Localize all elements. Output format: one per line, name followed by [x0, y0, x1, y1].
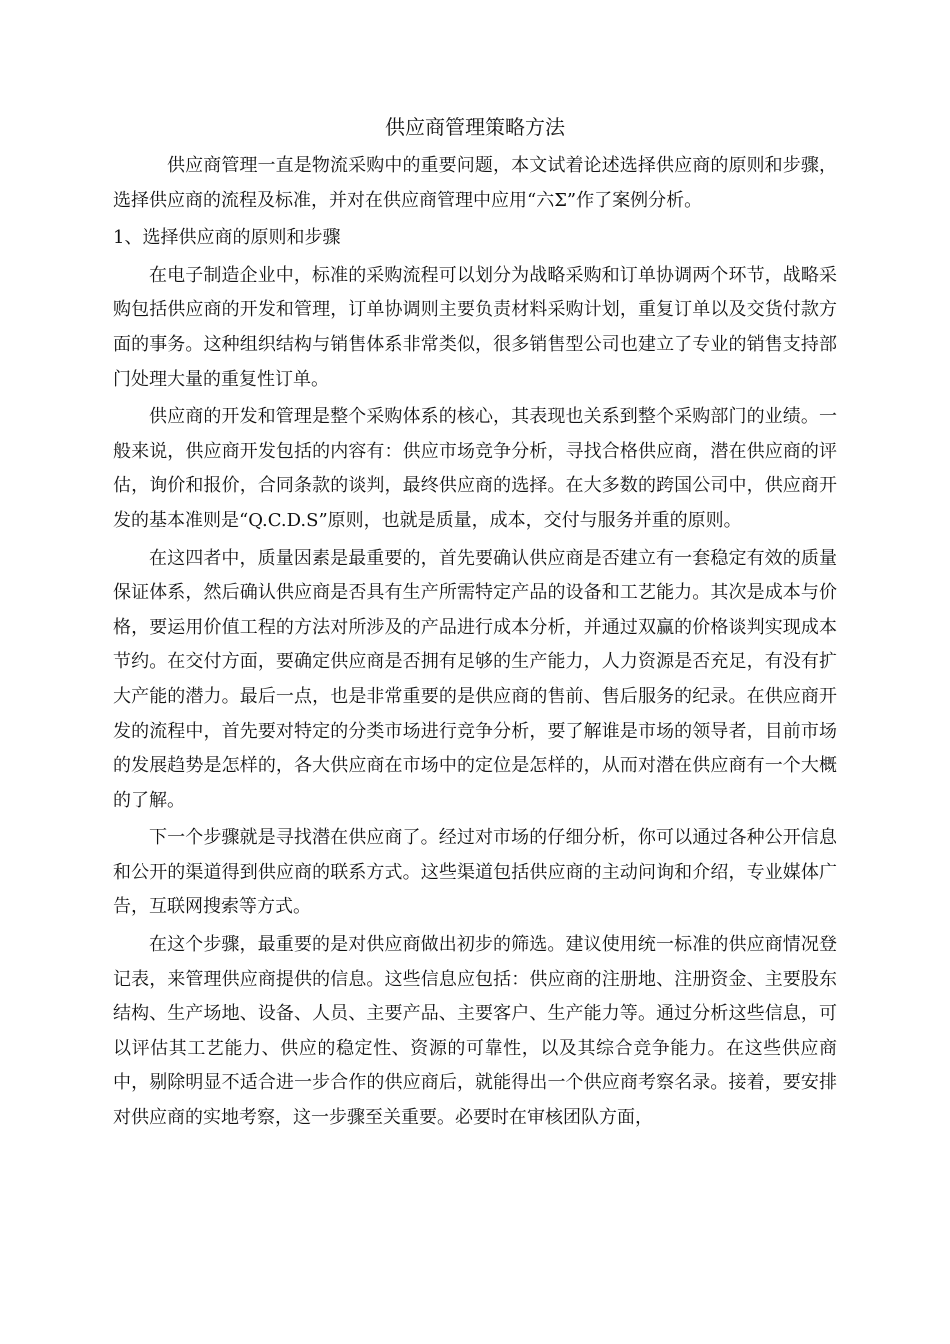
body-paragraph: 在这四者中，质量因素是最重要的，首先要确认供应商是否建立有一套稳定有效的质量保证体系，然后确认供应商是否具有生产所需特定产品的设备和工艺能力。其次是成本与价格，要运用价值工程的方法对所涉及的产品进行成本分析，并通过双赢的价格谈判实现成本节约。在交付方面，要确定供应商是否拥有足够的生产能力，人力资源是否充足，有没有扩大产能的潜力。最后一点，也是非常重要的是供应商的售前、售后服务的纪录。在供应商开发的流程中，首先要对特定的分类市场进行竞争分析，要了解谁是市场的领导者，目前市场的发展趋势是怎样的，各大供应商在市场中的定位是怎样的，从而对潜在供应商有一个大概的了解。	[113, 547, 837, 811]
body-paragraph: 在电子制造企业中，标准的采购流程可以划分为战略采购和订单协调两个环节，战略采购包括供应商的开发和管理，订单协调则主要负责材料采购计划，重复订单以及交货付款方面的事务。这种组织结构与销售体系非常类似，很多销售型公司也建立了专业的销售支持部门处理大量的重复性订单。	[113, 264, 837, 390]
body-paragraph: 在这个步骤，最重要的是对供应商做出初步的筛选。建议使用统一标准的供应商情况登记表，来管理供应商提供的信息。这些信息应包括：供应商的注册地、注册资金、主要股东结构、生产场地、设备、人员、主要产品、主要客户、生产能力等。通过分析这些信息，可以评估其工艺能力、供应的稳定性、资源的可靠性，以及其综合竞争能力。在这些供应商中，剔除明显不适合进一步合作的供应商后，就能得出一个供应商考察名录。接着，要安排对供应商的实地考察，这一步骤至关重要。必要时在审核团队方面，	[113, 934, 837, 1129]
body-paragraph: 供应商的开发和管理是整个采购体系的核心，其表现也关系到整个采购部门的业绩。一般来说，供应商开发包括的内容有：供应市场竞争分析，寻找合格供应商，潜在供应商的评估，询价和报价，合同条款的谈判，最终供应商的选择。在大多数的跨国公司中，供应商开发的基本准则是“Q.C.D.S”原则，也就是质量，成本，交付与服务并重的原则。	[113, 406, 837, 531]
document-page	[113, 108, 837, 1136]
document-title: 供应商管理策略方法	[385, 115, 565, 139]
intro-paragraph: 供应商管理一直是物流采购中的重要问题，本文试着论述选择供应商的原则和步骤，选择供应商的流程及标准，并对在供应商管理中应用“六Σ”作了案例分析。	[113, 155, 837, 211]
section-heading: 1、选择供应商的原则和步骤	[113, 227, 341, 249]
body-paragraph: 下一个步骤就是寻找潜在供应商了。经过对市场的仔细分析，你可以通过各种公开信息和公开的渠道得到供应商的联系方式。这些渠道包括供应商的主动问询和介绍，专业媒体广告，互联网搜索等方式。	[113, 827, 837, 918]
